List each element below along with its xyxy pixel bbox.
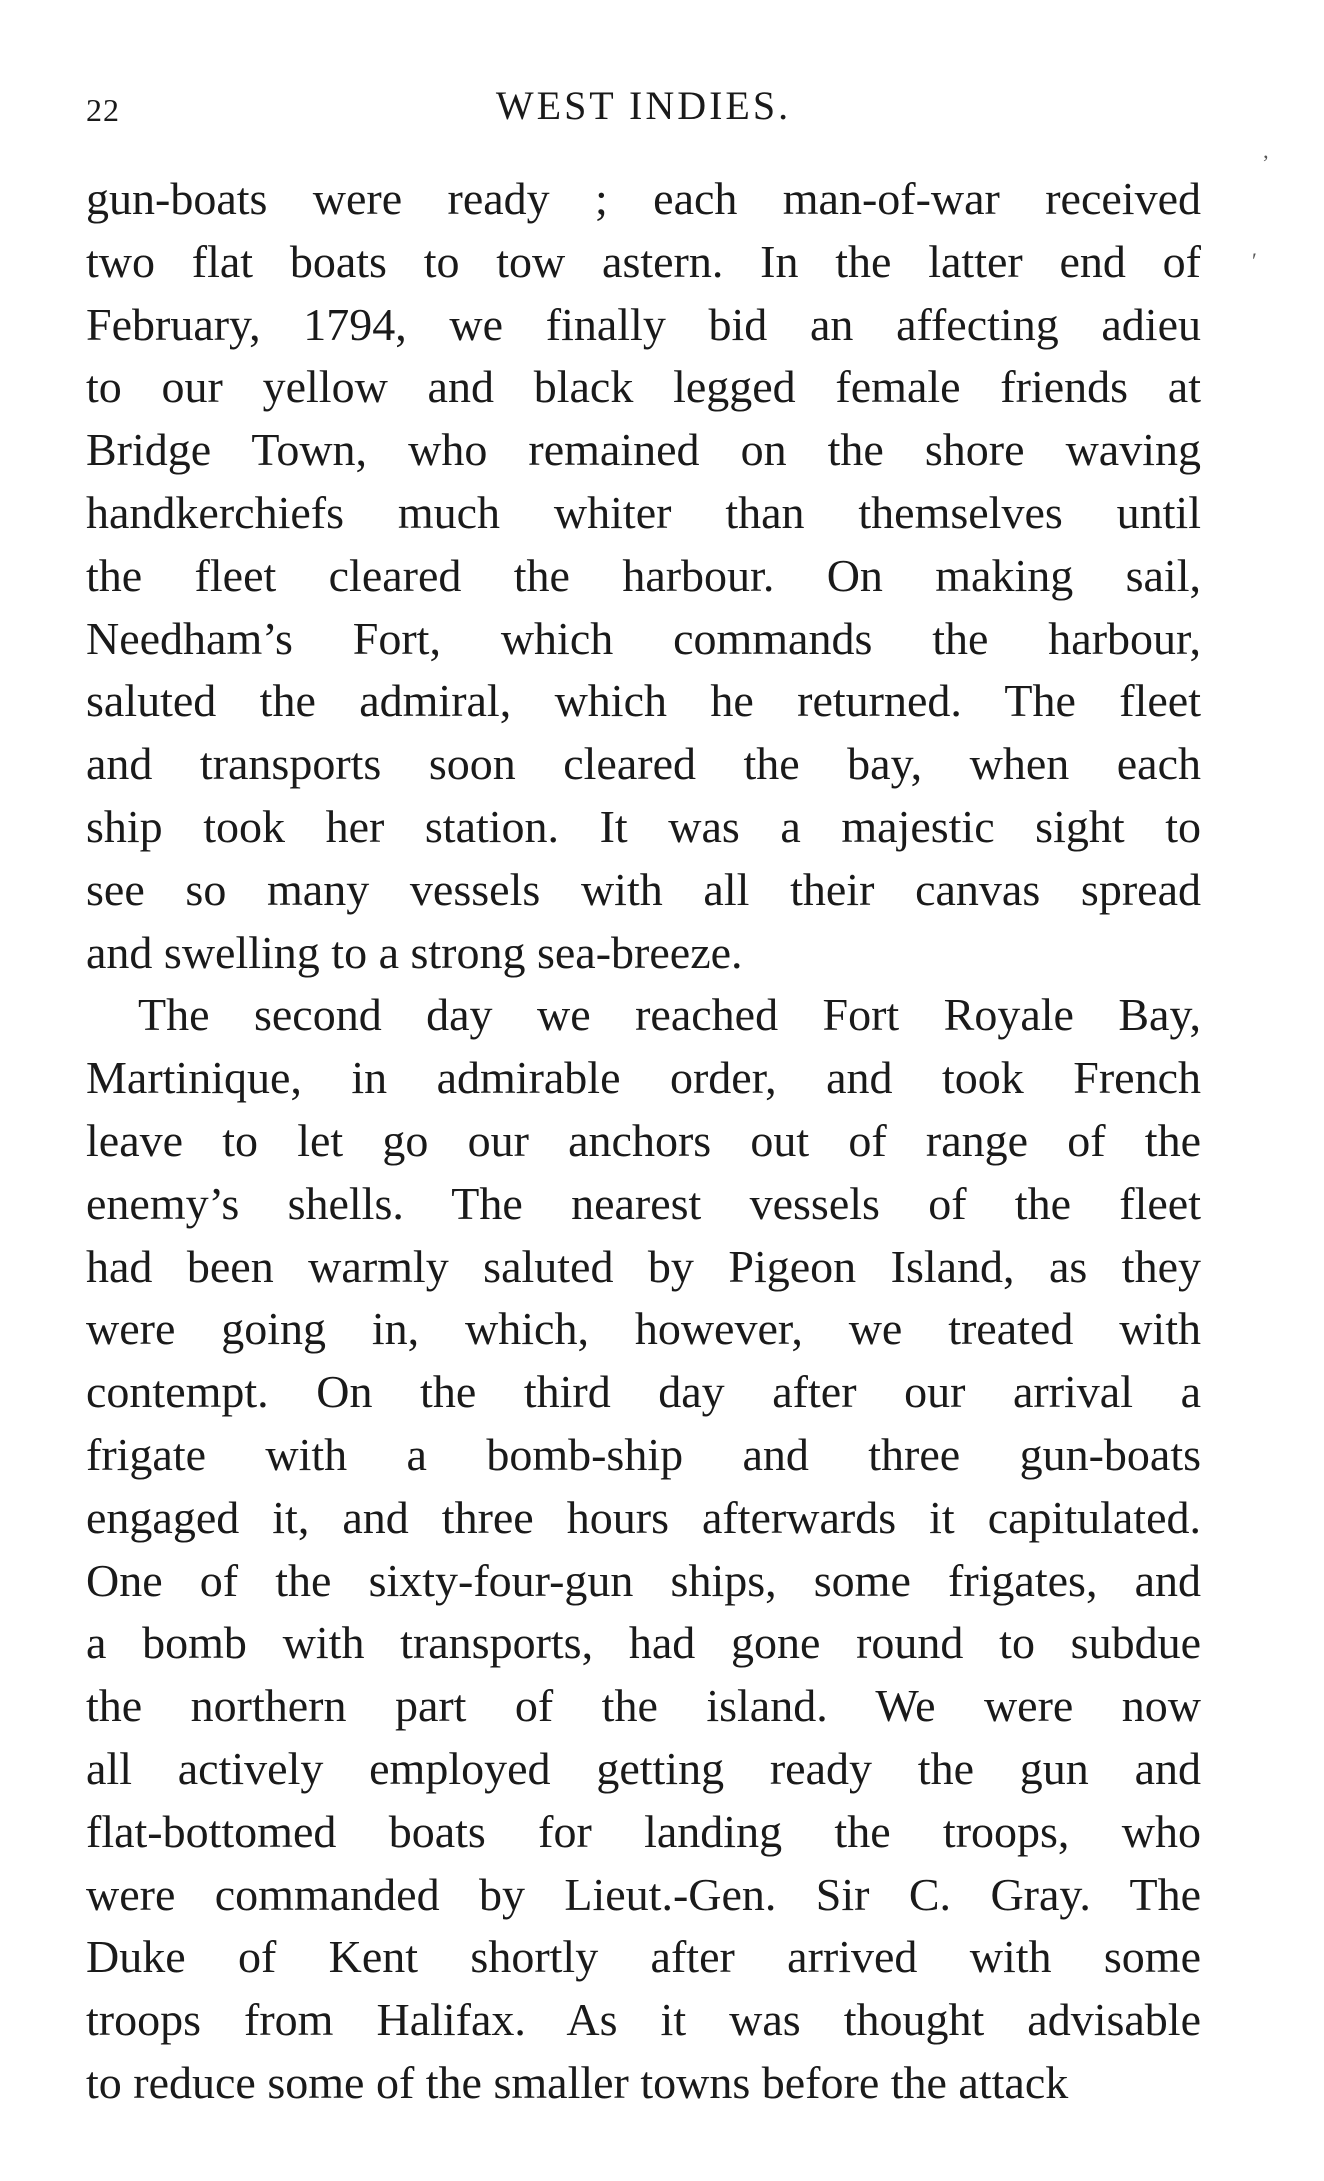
text-line: Martinique, in admirable order, and took French [86,1052,1201,1104]
text-line: and transports soon cleared the bay, when each [86,738,1201,790]
text-line: two flat boats to tow astern. In the latter end of [86,235,1201,287]
text-line: had been warmly saluted by Pigeon Island, as they [86,1240,1201,1292]
text-line: leave to let go our anchors out of range of the [86,1114,1201,1166]
text-line: Needham’s Fort, which commands the harbour, [86,612,1201,664]
body-text [86,168,1201,2115]
text-line: Duke of Kent shortly after arrived with some [86,1931,1201,1983]
text-line: frigate with a bomb-ship and three gun-boats [86,1428,1201,1480]
text-line: The second day we reached Fort Royale Bay, [138,989,1201,1041]
text-line: enemy’s shells. The nearest vessels of the fleet [86,1177,1201,1229]
paragraph-2 [86,984,1201,2114]
text-line: handkerchiefs much whiter than themselves until [86,486,1201,538]
text-line: and swelling to a strong sea-breeze. [86,926,743,978]
running-title: WEST INDIES. [495,83,792,128]
text-line: gun-boats were ready ; each man-of-war received [86,173,1201,224]
text-line: engaged it, and three hours afterwards it capitulated. [86,1491,1201,1543]
text-line: were going in, which, however, we treated with [86,1303,1201,1355]
text-line: all actively employed getting ready the gun and [86,1742,1201,1794]
text-line: ship took her station. It was a majestic sight to [86,800,1201,852]
text-line: see so many vessels with all their canvas spread [86,863,1201,915]
text-line: contempt. On the third day after our arrival a [86,1366,1201,1418]
text-line: a bomb with transports, had gone round to subdue [86,1617,1201,1669]
text-line: the fleet cleared the harbour. On making sail, [86,549,1201,601]
text-line: were commanded by Lieut.-Gen. Sir C. Gray. The [86,1868,1201,1920]
text-line: the northern part of the island. We were now [86,1680,1201,1732]
text-line: One of the sixty-four-gun ships, some frigates, and [86,1554,1201,1606]
text-line: saluted the admiral, which he returned. The fleet [86,675,1201,727]
running-head [86,82,1201,142]
scan-speck: ′ [1252,248,1257,273]
paragraph-1 [86,168,1201,984]
page-number: 22 [86,92,120,128]
text-line: February, 1794, we finally bid an affecting adieu [86,298,1201,350]
scan-speck: ’ [1262,150,1270,175]
text-line: to our yellow and black legged female friends at [86,361,1201,413]
text-line: flat-bottomed boats for landing the troops, who [86,1805,1201,1857]
text-line: Bridge Town, who remained on the shore waving [86,424,1201,476]
text-line: troops from Halifax. As it was thought advisable [86,1994,1201,2046]
text-line: to reduce some of the smaller towns before the attack [86,2056,1069,2108]
